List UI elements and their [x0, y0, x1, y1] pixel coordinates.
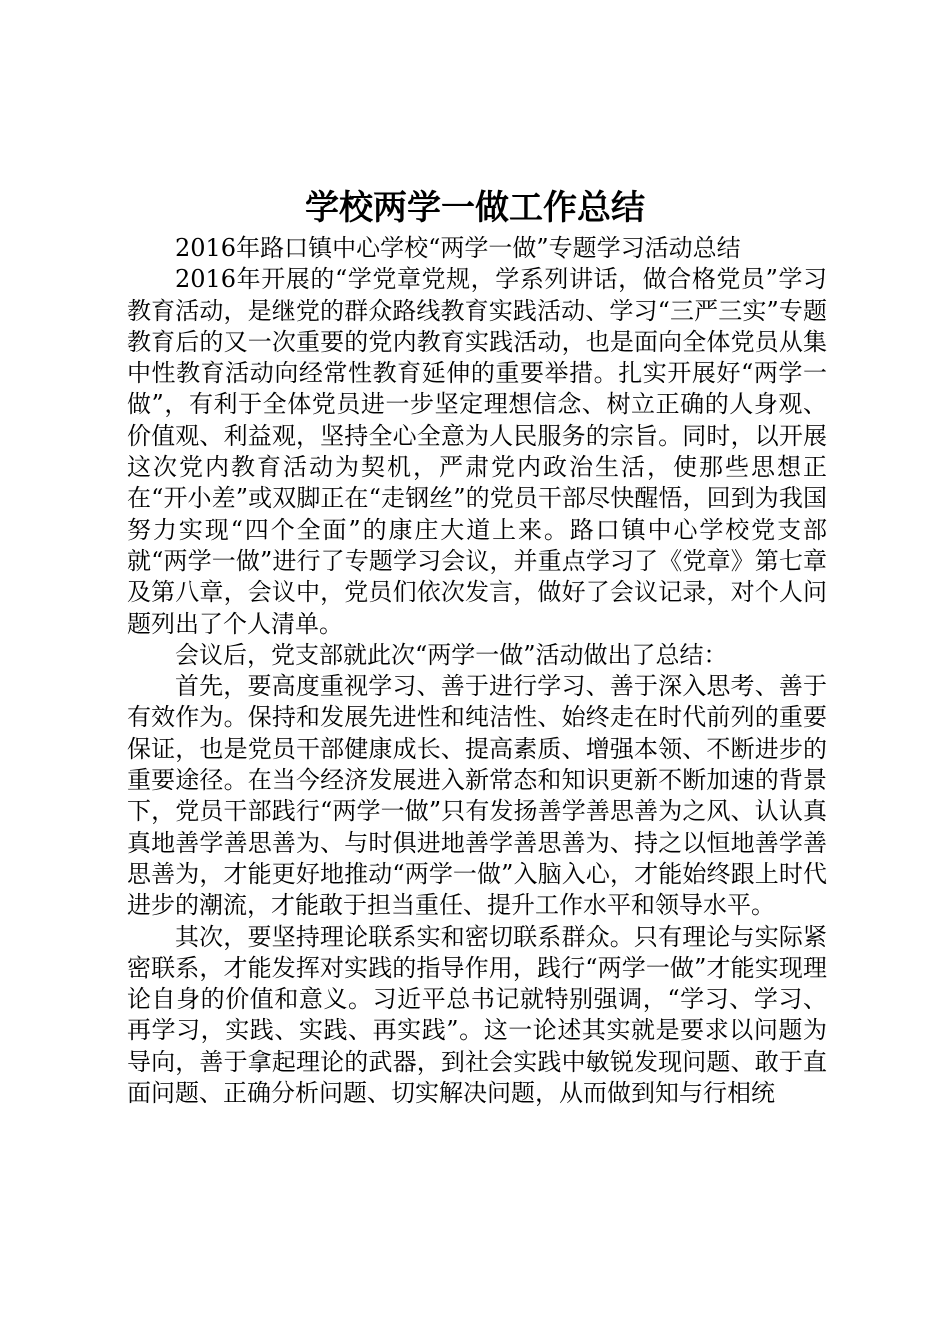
paragraph-subtitle: 2016年路口镇中心学校“两学一做”专题学习活动总结: [175, 234, 741, 262]
paragraph-first-point: 首先，要高度重视学习、善于进行学习、善于深入思考、善于有效作为。保持和发展先进性和纯洁性、始终走在时代前列的重要保证，也是党员干部健康成长、提高素质、增强本领、不断进步的重要途径。在当今经济发展进入新常态和知识更新不断加速的背景下，党员干部践行“两学一做”只有发扬善学善思善为之风、认认真真地善学善思善为、与时俱进地善学善思善为、持之以恒地善学善思善为，才能更好地推动“两学一做”入脑入心，才能始终跟上时代进步的潮流，才能敢于担当重任、提升工作水平和领导水平。: [127, 672, 827, 920]
document-body: [127, 233, 827, 1109]
paragraph-second-point: 其次，要坚持理论联系实和密切联系群众。只有理论与实际紧密联系，才能发挥对实践的指导作用，践行“两学一做”才能实现理论自身的价值和意义。习近平总书记就特别强调，“学习、学习、再学习，实践、实践、再实践”。这一论述其实就是要求以问题为导向，善于拿起理论的武器，到社会实践中敏锐发现问题、敢于直面问题、正确分析问题、切实解决问题，从而做到知与行相统: [127, 922, 827, 1108]
paragraph-summary-lead: 会议后，党支部就此次“两学一做”活动做出了总结：: [175, 640, 728, 669]
document-title: 学校两学一做工作总结: [305, 188, 645, 228]
paragraph-intro: 2016年开展的“学党章党规，学系列讲话，做合格党员”学习教育活动，是继党的群众路线教育实践活动、学习“三严三实”专题教育后的又一次重要的党内教育实践活动，也是面向全体党员从集中性教育活动向经常性教育延伸的重要举措。扎实开展好“两学一做”，有利于全体党员进一步坚定理想信念、树立正确的人身观、价值观、利益观，坚持全心全意为人民服务的宗旨。同时，以开展这次党内教育活动为契机，严肃党内政治生活，使那些思想正在“开小差”或双脚正在“走钢丝”的党员干部尽快醒悟，回到为我国努力实现“四个全面”的康庄大道上来。路口镇中心学校党支部就“两学一做”进行了专题学习会议，并重点学习了《党章》第七章及第八章，会议中，党员们依次发言，做好了会议记录，对个人问题列出了个人清单。: [127, 265, 827, 638]
